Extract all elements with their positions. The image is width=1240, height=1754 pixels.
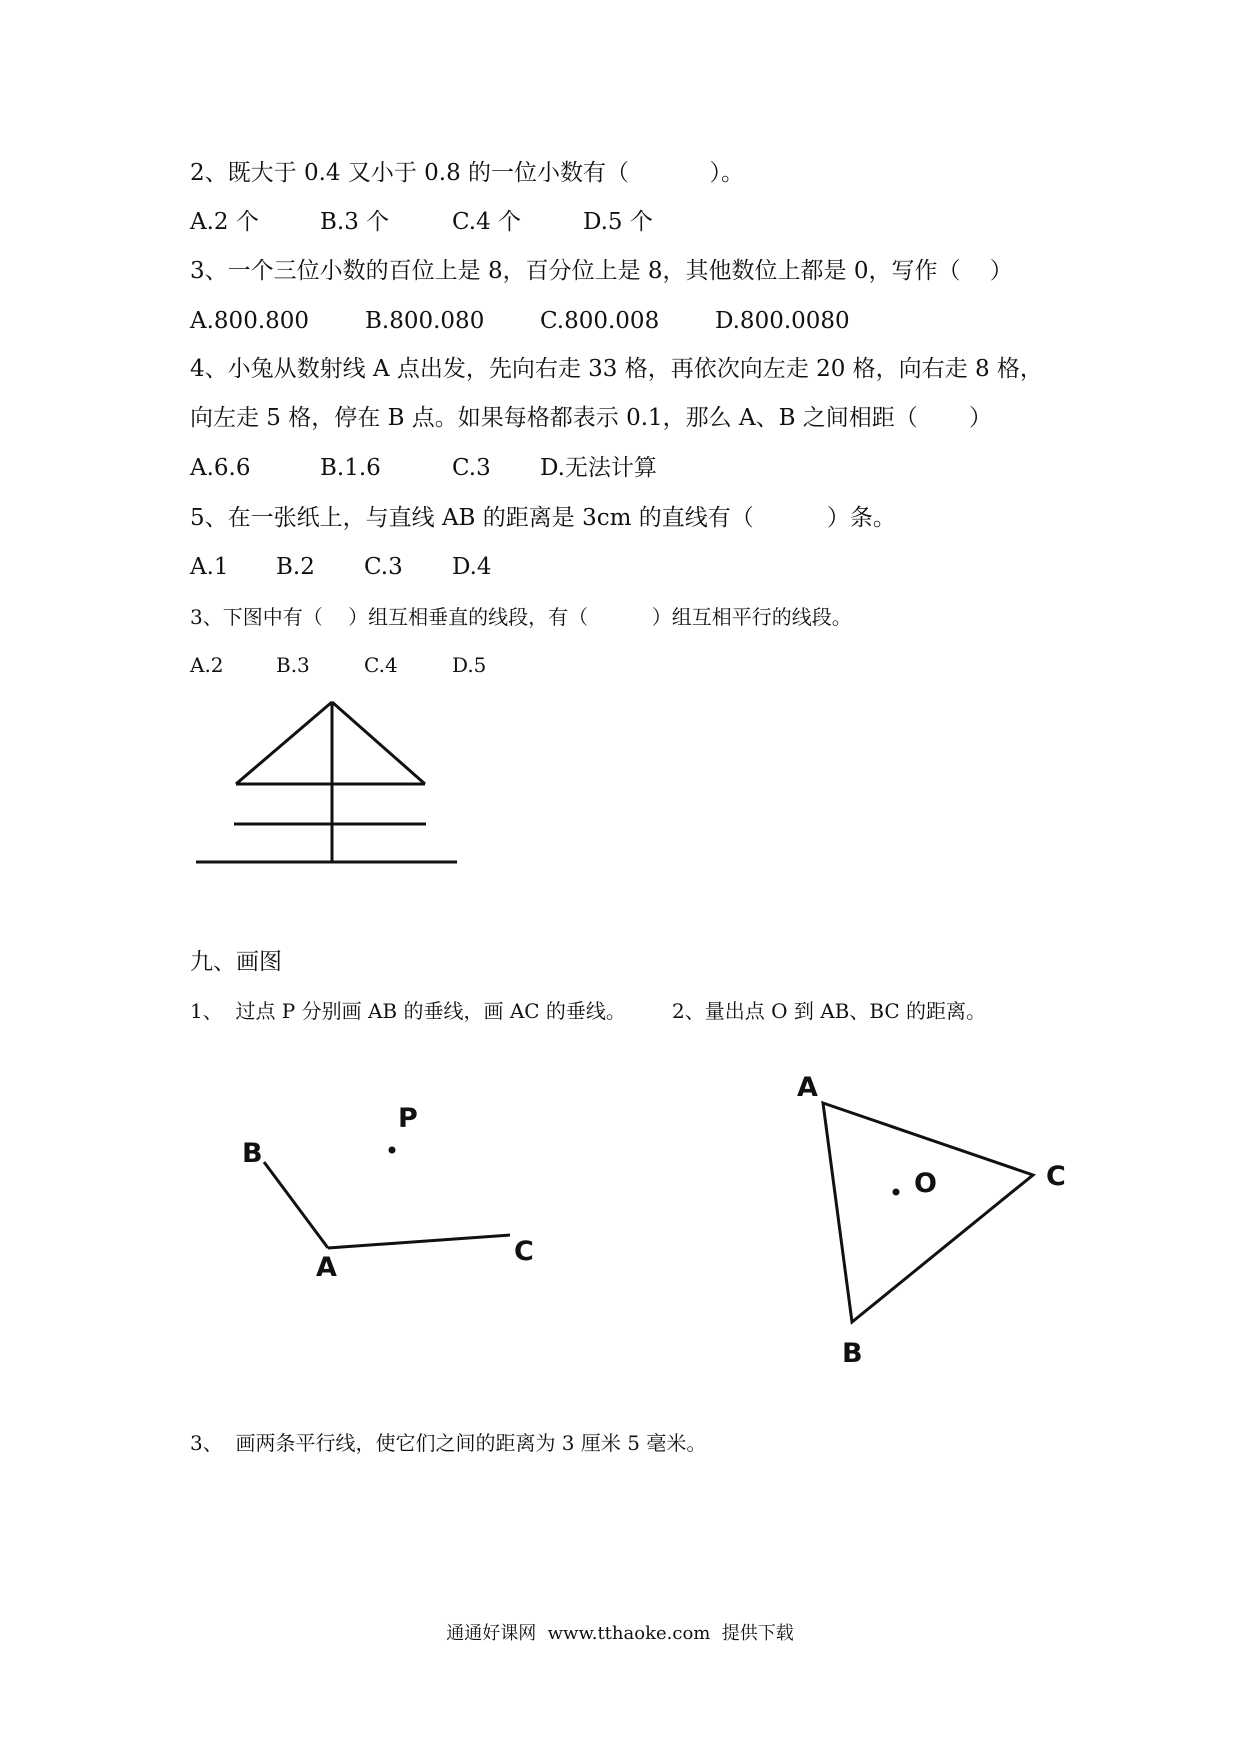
question-3-text: 3、一个三位小数的百位上是 8，百分位上是 8，其他数位上都是 0，写作（ ） [190, 258, 1013, 284]
triangle-left-side [236, 702, 332, 784]
q3-option-b: B.800.080 [365, 308, 485, 334]
point-o-label: O [914, 1168, 937, 1199]
drawing-task-3: 3、 画两条平行线，使它们之间的距离为 3 厘米 5 毫米。 [190, 1431, 707, 1455]
q3b-option-c: C.4 [364, 653, 398, 677]
q3-option-a: A.800.800 [190, 308, 310, 334]
angle-figure [242, 1103, 534, 1283]
segment-ab [264, 1162, 328, 1248]
question-4-line-2: 向左走 5 格，停在 B 点。如果每格都表示 0.1，那么 A、B 之间相距（ ） [190, 405, 992, 431]
q4-option-d: D.无法计算 [540, 455, 657, 481]
point-b-label: B [242, 1138, 263, 1169]
drawing-task-1: 1、 过点 P 分别画 AB 的垂线，画 AC 的垂线。 [190, 999, 626, 1023]
q3b-option-b: B.3 [276, 653, 310, 677]
q3-option-d: D.800.0080 [715, 308, 850, 334]
q3b-option-d: D.5 [452, 653, 487, 677]
point-p-label: P [398, 1103, 418, 1134]
q5-option-c: C.3 [364, 554, 403, 580]
point-c-label: C [514, 1236, 534, 1267]
q2-option-c: C.4 个 [452, 209, 522, 235]
q4-option-a: A.6.6 [190, 455, 251, 481]
q4-option-b: B.1.6 [320, 455, 381, 481]
q3b-option-a: A.2 [190, 653, 224, 677]
drawing-task-2: 2、量出点 O 到 AB、BC 的距离。 [672, 999, 987, 1023]
triangle-right-side [332, 702, 425, 784]
q5-option-b: B.2 [276, 554, 315, 580]
triangle-abc [823, 1103, 1033, 1322]
segments-figure [196, 702, 457, 862]
question-5-text: 5、在一张纸上，与直线 AB 的距离是 3cm 的直线有（ ）条。 [190, 505, 896, 531]
question-3b-text: 3、下图中有（ ）组互相垂直的线段，有（ ）组互相平行的线段。 [190, 605, 852, 629]
point-a-label: A [316, 1252, 337, 1283]
triangle-figure [797, 1072, 1066, 1369]
point-p-dot [389, 1147, 396, 1154]
page-footer: 通通好课网 www.tthaoke.com 提供下载 [446, 1623, 794, 1644]
q3-option-c: C.800.008 [540, 308, 660, 334]
question-2-text: 2、既大于 0.4 又小于 0.8 的一位小数有（ ）。 [190, 160, 744, 186]
triangle-point-c-label: C [1046, 1161, 1066, 1192]
question-4-line-1: 4、小兔从数射线 A 点出发，先向右走 33 格，再依次向左走 20 格，向右走 8 格， [190, 356, 1043, 382]
q5-option-d: D.4 [452, 554, 492, 580]
section-9-title: 九、画图 [190, 949, 282, 975]
q2-option-b: B.3 个 [320, 209, 390, 235]
triangle-point-a-label: A [797, 1072, 818, 1103]
q5-option-a: A.1 [190, 554, 229, 580]
triangle-point-b-label: B [842, 1338, 863, 1369]
q4-option-c: C.3 [452, 455, 491, 481]
q2-option-d: D.5 个 [583, 209, 653, 235]
q2-option-a: A.2 个 [190, 209, 259, 235]
segment-ac [328, 1235, 510, 1248]
point-o-dot [893, 1189, 900, 1196]
